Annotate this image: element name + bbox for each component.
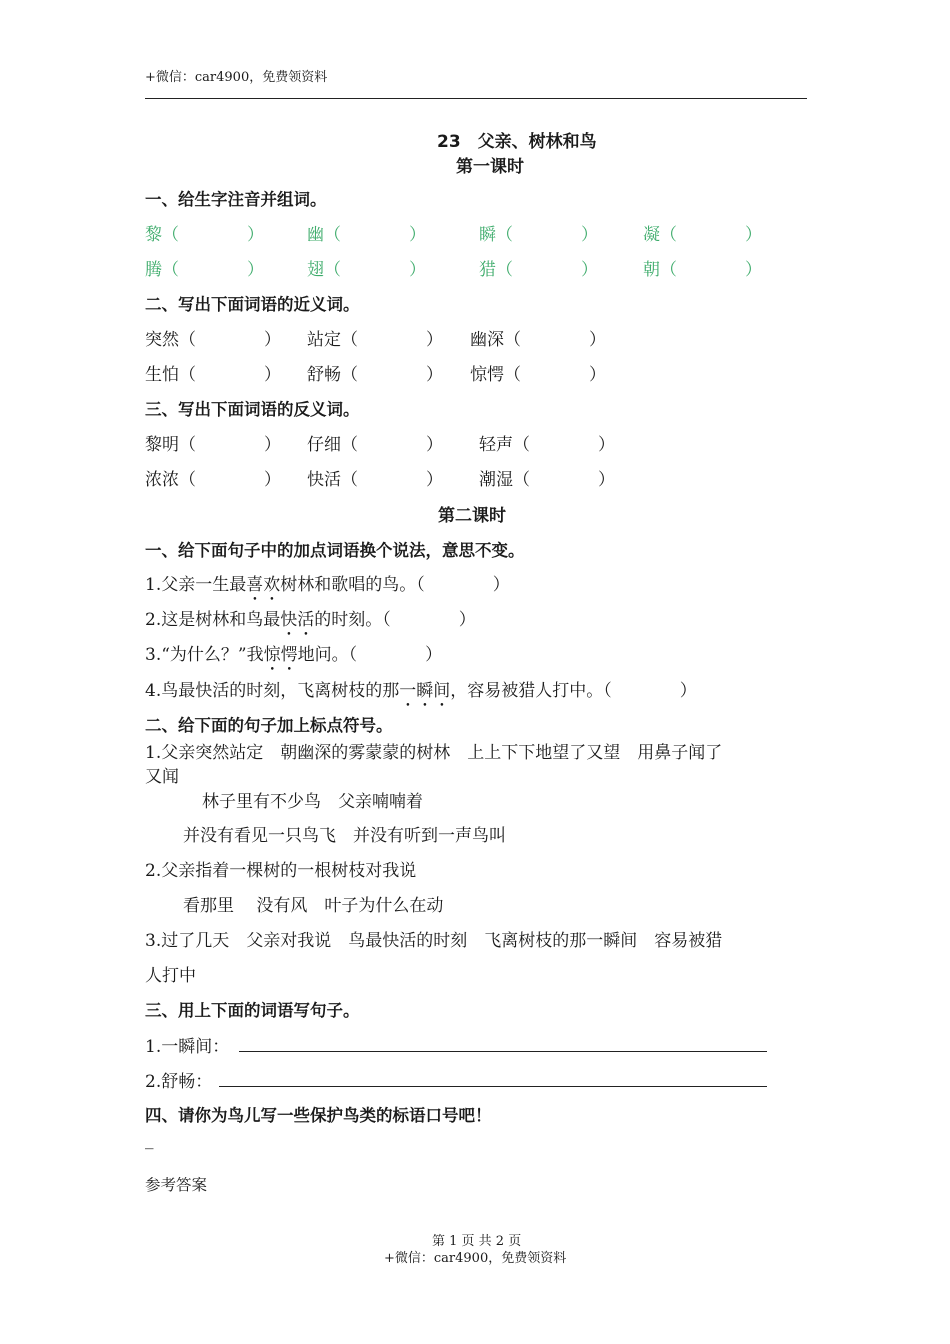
l1-q2-heading: 二、写出下面词语的近义词。 bbox=[145, 295, 360, 314]
dotted-word: 快活 bbox=[280, 610, 315, 630]
l1-q3-heading: 三、写出下面词语的反义词。 bbox=[145, 400, 360, 419]
l1-q1-item: 腾（ ） bbox=[145, 260, 264, 280]
l2-q2-passage-line: 人打中 bbox=[145, 966, 196, 986]
answers-label: 参考答案 bbox=[145, 1176, 208, 1194]
l1-q1-item: 猎（ ） bbox=[479, 260, 598, 280]
l2-q1-sentence-1 bbox=[145, 570, 510, 605]
sentence-text: 树林和歌唱的鸟。（ ） bbox=[280, 575, 510, 595]
l1-q1-item: 翅（ ） bbox=[307, 260, 426, 280]
sentence-text: 地问。（ ） bbox=[297, 645, 443, 665]
header-wechat-note: +微信：car4900，免费领资料 bbox=[145, 70, 328, 85]
l2-q3-word-1: 1.一瞬间： bbox=[145, 1037, 230, 1057]
answer-underline bbox=[219, 1086, 767, 1087]
l1-q1-item: 瞬（ ） bbox=[479, 225, 598, 245]
l2-q1-sentence-4 bbox=[145, 676, 697, 711]
l1-q2-item: 站定（ ） bbox=[307, 330, 443, 350]
l1-q3-item: 黎明（ ） bbox=[145, 435, 281, 455]
l1-q1-item: 凝（ ） bbox=[643, 225, 762, 245]
l2-q2-passage-line: 并没有看见一只鸟飞 并没有听到一声鸟叫 bbox=[183, 826, 506, 846]
l2-q3-word-2: 2.舒畅： bbox=[145, 1072, 213, 1092]
dotted-word: 喜欢 bbox=[246, 575, 281, 595]
l1-q2-item: 突然（ ） bbox=[145, 330, 281, 350]
l2-q1-heading: 一、给下面句子中的加点词语换个说法，意思不变。 bbox=[145, 541, 525, 560]
page-number: 第 1 页 共 2 页 bbox=[432, 1234, 522, 1249]
dotted-word: 惊愕 bbox=[263, 645, 298, 665]
l1-q3-item: 轻声（ ） bbox=[479, 435, 615, 455]
l1-q2-item: 幽深（ ） bbox=[470, 330, 606, 350]
lesson-two-title: 第二课时 bbox=[438, 506, 506, 526]
l1-q3-item: 潮湿（ ） bbox=[479, 470, 615, 490]
sentence-text: ，容易被猎人打中。（ ） bbox=[450, 681, 697, 701]
lesson-one-title: 第一课时 bbox=[456, 157, 524, 177]
sentence-text: 4.鸟最快活的时刻，飞离树枝的那 bbox=[145, 681, 400, 701]
l1-q1-item: 幽（ ） bbox=[307, 225, 426, 245]
l1-q1-item: 黎（ ） bbox=[145, 225, 264, 245]
l2-q2-passage-line: 2.父亲指着一棵树的一根树枝对我说 bbox=[145, 861, 417, 881]
l2-q2-passage-line: 看那里 没有风 叶子为什么在动 bbox=[183, 896, 444, 916]
header-rule bbox=[145, 98, 807, 99]
sentence-text: 的时刻。（ ） bbox=[314, 610, 476, 630]
sentence-text: 2.这是树林和鸟最 bbox=[145, 610, 281, 630]
l1-q2-item: 生怕（ ） bbox=[145, 365, 281, 385]
l2-q1-sentence-3 bbox=[145, 640, 442, 675]
l1-q2-item: 舒畅（ ） bbox=[307, 365, 443, 385]
answer-underline bbox=[239, 1051, 767, 1052]
l1-q1-heading: 一、给生字注音并组词。 bbox=[145, 190, 327, 209]
l2-q2-heading: 二、给下面的句子加上标点符号。 bbox=[145, 716, 393, 735]
sentence-text: 1.父亲一生最 bbox=[145, 575, 247, 595]
l2-q2-passage-line: 3.过了几天 父亲对我说 鸟最快活的时刻 飞离树枝的那一瞬间 容易被猎 bbox=[145, 931, 723, 951]
l2-q2-passage-line: 林子里有不少鸟 父亲喃喃着 bbox=[202, 792, 423, 812]
l1-q2-item: 惊愕（ ） bbox=[470, 365, 606, 385]
l1-q3-item: 快活（ ） bbox=[307, 470, 443, 490]
l1-q1-item: 朝（ ） bbox=[643, 260, 762, 280]
l2-q4-blank-mark: _ bbox=[145, 1130, 154, 1150]
l2-q4-heading: 四、请你为鸟儿写一些保护鸟类的标语口号吧！ bbox=[145, 1106, 492, 1125]
document-title: 23 父亲、树林和鸟 bbox=[437, 132, 597, 152]
l2-q3-heading: 三、用上下面的词语写句子。 bbox=[145, 1001, 360, 1020]
dotted-word: 一瞬间 bbox=[399, 681, 451, 701]
l1-q3-item: 浓浓（ ） bbox=[145, 470, 281, 490]
sentence-text: 3.“为什么？”我 bbox=[145, 645, 264, 665]
footer-wechat-note: +微信：car4900，免费领资料 bbox=[384, 1251, 567, 1266]
l1-q3-item: 仔细（ ） bbox=[307, 435, 443, 455]
l2-q2-passage-line: 1.父亲突然站定 朝幽深的雾蒙蒙的树林 上上下下地望了又望 用鼻子闻了 bbox=[145, 743, 723, 763]
l2-q1-sentence-2 bbox=[145, 605, 476, 640]
l2-q2-passage-line: 又闻 bbox=[145, 767, 179, 787]
